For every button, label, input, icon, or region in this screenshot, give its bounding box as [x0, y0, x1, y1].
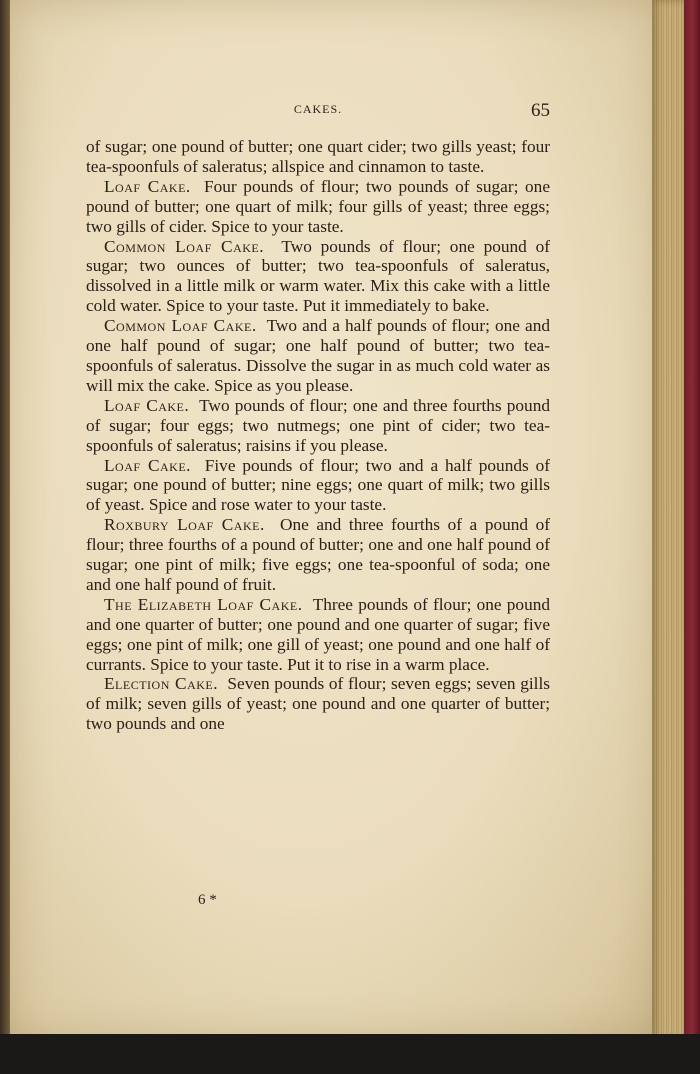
recipe-text-body: Five pounds of flour; two and a half pounds of sugar; one pound of butter; nine eggs; one quart of milk; two gills of yeast. Spice and rose water to your taste. [86, 455, 550, 515]
running-head: CAKES. [293, 102, 343, 116]
recipe-text-body: Two pounds of flour; one and three fourths pound of sugar; four eggs; two nutmegs; one pint of cider; two tea-spoonfuls of saleratus; raisins if you please. [86, 395, 550, 455]
recipe-title: Loaf Cake. [104, 395, 190, 415]
paragraph-continuation [86, 137, 550, 177]
recipe-title: Loaf Cake. [104, 176, 191, 196]
page-number: 65 [531, 100, 550, 121]
recipe-paragraph [86, 674, 550, 734]
recipe-paragraph [86, 456, 550, 516]
scan-bottom-border [0, 1034, 700, 1074]
paragraph-text: of sugar; one pound of butter; one quart cider; two gills yeast; four tea-spoonfuls of saleratus; allspice and cinnamon to taste. [86, 137, 550, 176]
recipe-text [86, 137, 550, 734]
recipe-paragraph [86, 396, 550, 456]
recipe-paragraph [86, 595, 550, 675]
page-header [86, 100, 550, 124]
recipe-title: Loaf Cake. [104, 455, 191, 475]
recipe-text-body: Three pounds of flour; one pound and one quarter of butter; one pound and one quarter of sugar; five eggs; one pint of milk; one gill of yeast; one pound and one half of currants. Spice to your taste. Put it to rise in a warm place. [86, 594, 550, 674]
recipe-title: Common Loaf Cake. [104, 236, 265, 256]
book-cover-edge [684, 0, 700, 1040]
recipe-title: Common Loaf Cake. [104, 316, 257, 336]
page-fore-edge [652, 0, 686, 1040]
recipe-text-body: Four pounds of flour; two pounds of sugar; one pound of butter; one quart of milk; four gills of yeast; three eggs; two gills of cider. Spice to your taste. [86, 176, 550, 236]
recipe-text-body: One and three fourths of a pound of flour; three fourths of a pound of butter; one and one half pound of sugar; one pint of milk; five eggs; one tea-spoonful of soda; one and one half pound of fruit. [86, 515, 551, 594]
signature-mark: 6 * [198, 892, 217, 908]
recipe-title: Roxbury Loaf Cake. [104, 515, 265, 535]
recipe-text-body: Two and a half pounds of flour; one and one half pound of sugar; one half pound of butter; two tea-spoonfuls of saleratus. Dissolve the sugar in as much cold water as will mix the cake. Spice as you please. [86, 316, 550, 395]
recipe-paragraph [86, 316, 550, 396]
recipe-title: The Elizabeth Loaf Cake. [104, 594, 303, 614]
recipe-paragraph [86, 515, 550, 595]
recipe-text-body: Seven pounds of flour; seven eggs; seven gills of milk; seven gills of yeast; one pound and one quarter of butter; two pounds and one [86, 674, 550, 734]
recipe-text-body: Two pounds of flour; one pound of sugar; two ounces of butter; two tea-spoonfuls of saleratus, dissolved in a little milk or warm water. Mix this cake with a little cold water. Spice to your taste. Put it immediately to bake. [86, 236, 550, 316]
recipe-paragraph [86, 177, 550, 237]
recipe-title: Election Cake. [104, 674, 219, 694]
recipe-paragraph [86, 237, 550, 317]
